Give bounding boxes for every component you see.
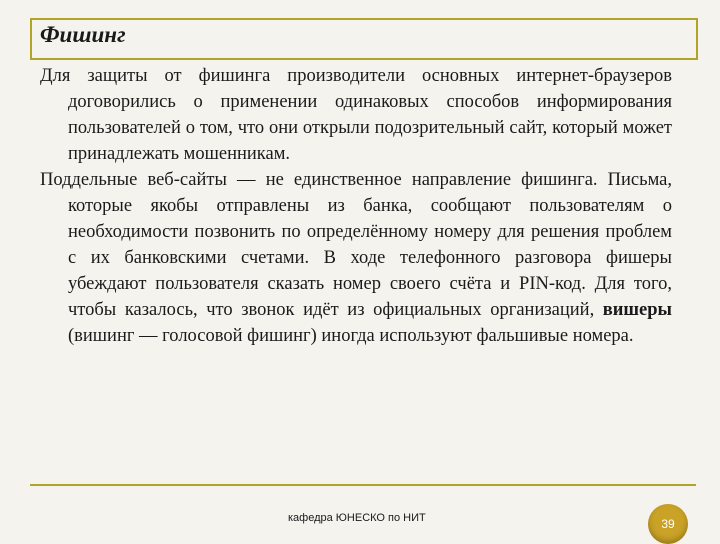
footer-divider xyxy=(30,484,696,486)
paragraph-vishing xyxy=(40,167,672,349)
title-divider xyxy=(30,58,696,60)
paragraph-browsers: Для защиты от фишинга производители основных интернет-браузеров договорились о применении одинаковых способов информирования пользователей о том, что они открыли подозрительный сайт, который может принадлежать мошенникам. xyxy=(40,66,672,164)
paragraph-vishing-text-1: Поддельные веб-сайты — не единственное направление фишинга. Письма, которые якобы отправлены из банка, сообщают пользователям о необходимости позвонить по определённому номеру для решения проблем с их банковскими счетами. В ходе телефонного разговора фишеры убеждают пользователя сказать номер своего счёта и PIN-код. Для того, чтобы казалось, что звонок идёт из официальных организаций, xyxy=(40,170,672,320)
term-vishers: вишеры xyxy=(602,300,672,320)
footer-text: кафедра ЮНЕСКО по НИТ xyxy=(288,512,426,524)
slide-body xyxy=(40,63,672,349)
paragraph-vishing-text-2: (вишинг — голосовой фишинг) иногда используют фальшивые номера. xyxy=(68,326,634,346)
slide-title: Фишинг xyxy=(40,22,126,47)
title-frame xyxy=(30,18,698,60)
page-number-badge: 39 xyxy=(648,504,688,544)
